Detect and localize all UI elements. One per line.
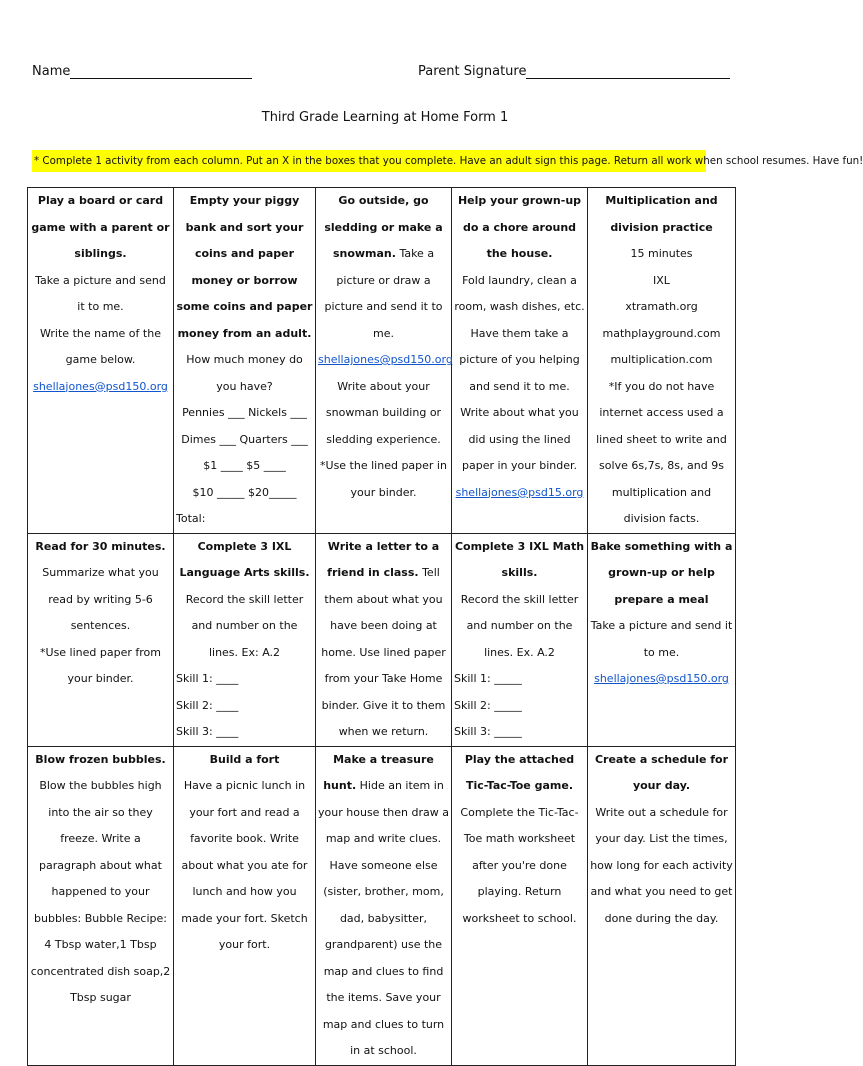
activity-title: Multiplication and division practice [605, 194, 718, 234]
activity-cell[interactable] [316, 746, 452, 1065]
activity-title: Help your grown-up do a chore around the house. [457, 194, 582, 260]
parent-signature-line[interactable] [526, 66, 730, 79]
activity-text: Take a picture and send it to me. [590, 619, 733, 659]
activity-title: Build a fort [209, 752, 280, 766]
activity-text: Take a picture and send it to me. [35, 273, 166, 313]
activity-text: Write about your snowman building or sledding experience. [325, 379, 442, 446]
activity-cell[interactable] [174, 746, 316, 1065]
activity-cell[interactable] [316, 188, 452, 534]
activity-text: Take a picture or draw a picture and send it to me. [324, 247, 443, 340]
activity-title: Blow frozen bubbles. [35, 752, 166, 766]
page-title: Third Grade Learning at Home Form 1 [261, 110, 509, 125]
email-link[interactable]: shellajones@psd15.org [455, 485, 584, 499]
activity-text: xtramath.org [625, 300, 698, 313]
activity-text: How much money do you have? [186, 353, 303, 393]
grid-row-2 [28, 533, 736, 746]
activity-title: Go outside, go sledding or make a snowman. [324, 194, 443, 260]
activity-cell[interactable] [452, 533, 588, 746]
name-field-label [32, 64, 252, 79]
activity-title: Write a letter to a friend in class. [327, 539, 440, 579]
activity-text: $10 _____ $20_____ [192, 485, 297, 499]
activity-text: Complete the Tic-Tac-Toe math worksheet after you're done playing. Return worksheet to school. [460, 805, 579, 925]
activity-cell[interactable] [588, 533, 736, 746]
parent-signature-field-label [418, 64, 730, 79]
email-link[interactable]: shellajones@psd150.org [33, 379, 168, 393]
activity-title: Empty your piggy bank and sort your coins and paper money or borrow some coins and paper money from an adult. [176, 194, 313, 340]
skill-line[interactable]: Skill 2: _____ [454, 698, 522, 712]
activity-note: *Use lined paper from your binder. [40, 645, 161, 685]
activity-title: Read for 30 minutes. [35, 539, 166, 553]
name-label: Name [32, 64, 71, 79]
skill-line[interactable]: Skill 3: _____ [454, 725, 522, 738]
activity-title: Make a treasure hunt. [323, 752, 434, 792]
activity-title: Bake something with a grown-up or help prepare a meal [590, 539, 733, 606]
activity-cell[interactable] [28, 746, 174, 1065]
activity-text: Write the name of the game below. [40, 326, 161, 366]
activity-note: *If you do not have internet access used a lined sheet to write and solve 6s,7s, 8s, and 9s multiplication and division facts. [596, 379, 727, 525]
activity-grid [27, 187, 736, 1066]
activity-text: Pennies ___ Nickels ___ [182, 406, 307, 419]
name-line[interactable] [70, 66, 252, 79]
activity-text: IXL [653, 273, 670, 287]
activity-cell[interactable] [588, 188, 736, 534]
email-link[interactable]: shellajones@psd150.org [318, 353, 453, 366]
activity-text: Fold laundry, clean a room, wash dishes, etc. Have them take a picture of you helping and send it to me. Write about what you did using the lined paper in your binder. [454, 273, 585, 472]
activity-cell[interactable] [316, 533, 452, 746]
activity-text: Write out a schedule for your day. List the times, how long for each activity and what you need to get done during the day. [590, 805, 733, 925]
activity-cell[interactable] [452, 188, 588, 534]
grid-row-1 [28, 188, 736, 534]
activity-cell[interactable] [174, 188, 316, 534]
activity-cell[interactable] [28, 533, 174, 746]
activity-title: Complete 3 IXL Math skills. [454, 539, 585, 579]
activity-text: Summarize what you read by writing 5-6 sentences. [42, 566, 159, 632]
activity-cell[interactable] [452, 746, 588, 1065]
activity-note: *Use the lined paper in your binder. [320, 459, 447, 499]
activity-text: Have a picnic lunch in your fort and read a favorite book. Write about what you ate for lunch and how you made your fort. Sketch your fort. [181, 779, 308, 951]
activity-cell[interactable] [588, 746, 736, 1065]
instructions-banner: * Complete 1 activity from each column. Put an X in the boxes that you complete. Have an adult sign this page. Return all work when school resumes. Have fun! [32, 150, 706, 172]
email-link[interactable]: shellajones@psd150.org [594, 672, 729, 685]
parent-signature-label: Parent Signature [418, 64, 527, 79]
activity-title: Create a schedule for your day. [594, 752, 729, 792]
activity-text: multiplication.com [610, 353, 713, 366]
skill-line[interactable]: Skill 2: ____ [176, 698, 239, 712]
activity-title: Play the attached Tic-Tac-Toe game. [464, 752, 575, 792]
activity-text: $1 ____ $5 ____ [203, 459, 286, 472]
activity-text: 15 minutes [630, 247, 693, 260]
activity-cell[interactable] [174, 533, 316, 746]
activity-text: Record the skill letter and number on the lines. Ex: A.2 [185, 592, 304, 659]
skill-line[interactable]: Skill 1: _____ [454, 672, 522, 685]
skill-line[interactable]: Skill 1: ____ [176, 672, 239, 685]
grid-row-3 [28, 746, 736, 1065]
activity-text: mathplayground.com [602, 326, 721, 340]
activity-text: Tell them about what you have been doing at home. Use lined paper from your Take Home binder. Give it to them when we return. [321, 566, 446, 738]
activity-text: Dimes ___ Quarters ___ [181, 432, 308, 446]
activity-title: Play a board or card game with a parent or siblings. [31, 194, 170, 260]
activity-text: Record the skill letter and number on the lines. Ex. A.2 [460, 592, 579, 659]
activity-title: Complete 3 IXL Language Arts skills. [179, 539, 310, 579]
skill-line[interactable]: Skill 3: ____ [176, 725, 239, 738]
activity-cell[interactable] [28, 188, 174, 534]
activity-text: Blow the bubbles high into the air so they freeze. Write a paragraph about what happened to your bubbles: Bubble Recipe: 4 Tbsp water,1 Tbsp concentrated dish soap,2 Tbsp sugar [30, 779, 171, 1004]
total-label: Total: [176, 512, 206, 525]
activity-text: Hide an item in your house then draw a map and write clues. Have someone else (sister, brother, mom, dad, babysitter, grandparent) use the map and clues to find the items. Save your map and clues to turn in at school. [318, 779, 449, 1057]
